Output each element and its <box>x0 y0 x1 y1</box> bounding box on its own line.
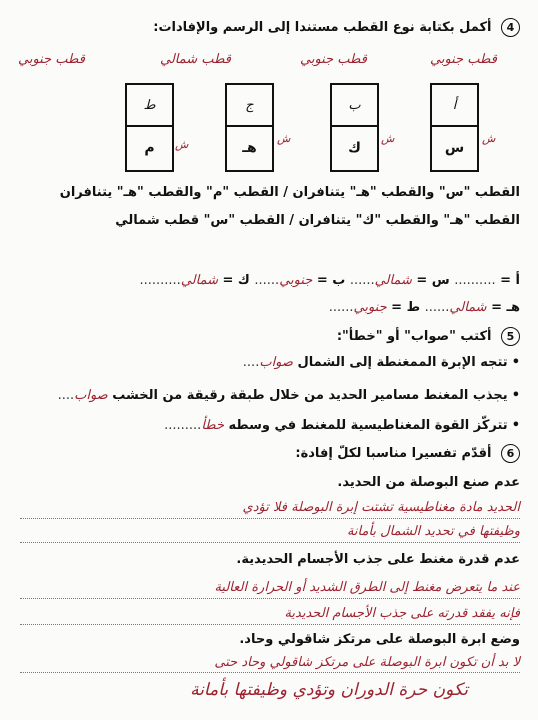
q5-item-2-answer: صواب <box>74 388 108 403</box>
q6-number: 6 <box>501 444 520 463</box>
q4-answers-line-2: هـ = شمالي...... ط = جنوبي...... <box>328 300 520 315</box>
magnet-3-top-pole: ب <box>332 85 377 127</box>
magnet-1-bottom-pole: م <box>144 140 155 156</box>
q6-item-2-answer-line-1: عند ما يتعرض مغنط إلى الطرق الشديد أو الحرارة العالية <box>214 580 520 595</box>
answer-k: شمالي <box>180 273 218 288</box>
magnet-1-side-note: ش <box>175 138 189 151</box>
label-t: ط = <box>391 300 421 315</box>
q4-statement-1: القطب "س" والقطب "هـ" يتنافران / القطب "م" والقطب "هـ" يتنافران <box>59 185 520 200</box>
q6-heading <box>295 444 520 463</box>
q4-heading <box>153 18 520 37</box>
magnet-4-side-note: ش <box>482 132 496 145</box>
q5-number: 5 <box>501 327 520 346</box>
q5-item-1: •تتجه الإبرة الممغنطة إلى الشمال صواب.... <box>242 355 520 370</box>
magnet-3 <box>330 83 379 172</box>
label-s: س = <box>416 273 450 288</box>
answer-above-magnet-1: قطب جنوبي <box>18 52 85 67</box>
q4-number: 4 <box>501 18 520 37</box>
answer-b: جنوبي <box>279 273 313 288</box>
label-h: هـ = <box>491 300 520 315</box>
q6-item-2-prompt: عدم قدرة مغنط على جذب الأجسام الحديدية. <box>236 552 520 567</box>
q5-item-2: •يجذب المغنط مسامير الحديد من خلال طبقة رقيقة من الخشب صواب.... <box>57 388 520 403</box>
answer-s: شمالي <box>374 273 412 288</box>
label-b: ب = <box>316 273 346 288</box>
q4-answers-line-1: أ = .......... س = شمالي...... ب = جنوبي...... ك = شمالي.......... <box>139 273 520 288</box>
magnet-3-side-note: ش <box>381 132 395 145</box>
magnet-2 <box>225 83 274 172</box>
magnet-4-top-pole: أ <box>432 85 477 127</box>
magnet-1-top-pole: ط <box>127 85 172 127</box>
q6-item-3-prompt: وضع ابرة البوصلة على مرتكز شاقولي وحاد. <box>239 632 520 647</box>
answer-t: جنوبي <box>353 300 387 315</box>
q5-heading <box>337 327 520 346</box>
label-k: ك = <box>222 273 250 288</box>
answer-above-magnet-4: قطب جنوبي <box>430 52 497 67</box>
magnet-1 <box>125 83 174 172</box>
q6-title: أقدّم تفسيرا مناسبا لكلّ إفادة: <box>295 446 492 461</box>
q6-item-1-prompt: عدم صنع البوصلة من الحديد. <box>337 475 520 490</box>
q6-item-3-answer-line-1: لا بد أن تكون ابرة البوصلة على مرتكز شاقولي وحاد حتى <box>214 655 520 670</box>
q6-item-1-answer-line-2: وظيفتها في تحديد الشمال بأمانة <box>346 524 520 539</box>
answer-above-magnet-3: قطب جنوبي <box>300 52 367 67</box>
q5-item-1-answer: صواب <box>259 355 293 370</box>
magnet-2-bottom-pole: هـ <box>242 140 257 156</box>
label-a: أ = <box>500 273 520 288</box>
q4-statement-2: القطب "هـ" والقطب "ك" يتنافران / القطب "س" قطب شمالي <box>115 213 520 228</box>
answer-h: شمالي <box>449 300 487 315</box>
magnet-4 <box>430 83 479 172</box>
q5-title: أكتب "صواب" أو "خطأ": <box>336 329 492 344</box>
q6-item-2-answer-line-2: فإنه يفقد قدرته على جذب الأجسام الحديدية <box>284 606 520 621</box>
magnet-4-bottom-pole: س <box>444 140 465 156</box>
q5-item-3-answer: خطأ <box>201 418 224 433</box>
q5-item-2-text: يجذب المغنط مسامير الحديد من خلال طبقة رقيقة من الخشب <box>112 388 508 403</box>
q4-title: أكمل بكتابة نوع القطب مستندا إلى الرسم والإفادات: <box>153 20 492 35</box>
answer-above-magnet-2: قطب شمالي <box>160 52 231 67</box>
q5-item-3-text: تتركّز القوة المغناطيسية للمغنط في وسطه <box>228 418 508 433</box>
q5-item-1-text: تتجه الإبرة الممغنطة إلى الشمال <box>297 355 508 370</box>
q6-item-3-answer-line-2: تكون حرة الدوران وتؤدي وظيفتها بأمانة <box>190 680 468 700</box>
q6-item-1-answer-line-1: الحديد مادة مغناطيسية تشتت إبرة البوصلة فلا تؤدي <box>242 500 520 515</box>
q5-item-3: •تتركّز القوة المغناطيسية للمغنط في وسطه خطأ......... <box>164 418 520 433</box>
magnet-2-side-note: ش <box>277 132 291 145</box>
magnet-3-bottom-pole: ك <box>348 140 361 156</box>
magnet-2-top-pole: ج <box>227 85 272 127</box>
